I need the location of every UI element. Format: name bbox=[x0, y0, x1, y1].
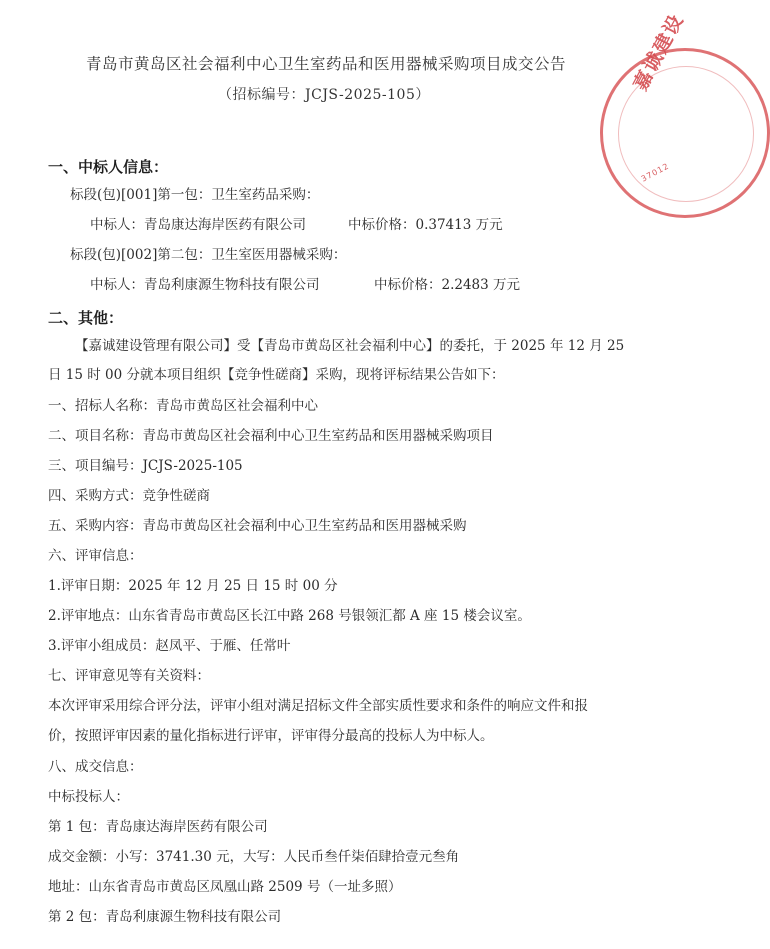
opinion-line-2: 价，按照评审因素的量化指标进行评审，评审得分最高的投标人为中标人。 bbox=[48, 728, 494, 744]
lot2-winner: 中标人：青岛利康源生物科技有限公司 bbox=[90, 277, 320, 293]
item-procurement-method: 四、采购方式：竞争性磋商 bbox=[48, 488, 210, 504]
seal-code: 37012 bbox=[639, 161, 671, 184]
item-procurement-content: 五、采购内容：青岛市黄岛区社会福利中心卫生室药品和医用器械采购 bbox=[48, 518, 467, 534]
item-review-info: 六、评审信息： bbox=[48, 548, 143, 564]
review-members: 3.评审小组成员：赵凤平、于雁、任常叶 bbox=[48, 638, 291, 654]
lot1-winner: 中标人：青岛康达海岸医药有限公司 bbox=[90, 217, 306, 233]
item-deal-info: 八、成交信息： bbox=[48, 759, 143, 775]
lot1-label: 标段(包)[001]第一包：卫生室药品采购： bbox=[70, 187, 320, 203]
seal-text: 嘉诚建设 bbox=[629, 9, 689, 95]
review-place: 2.评审地点：山东省青岛市黄岛区长江中路 268 号银领汇都 A 座 15 楼会议室。 bbox=[48, 608, 531, 624]
review-date: 1.评审日期：2025 年 12 月 25 日 15 时 00 分 bbox=[48, 578, 338, 594]
lot1-price: 中标价格：0.37413 万元 bbox=[348, 217, 503, 233]
package-1-winner: 第 1 包：青岛康达海岸医药有限公司 bbox=[48, 819, 268, 835]
winner-address: 地址：山东省青岛市黄岛区凤凰山路 2509 号（一址多照） bbox=[48, 879, 402, 895]
item-review-opinions: 七、评审意见等有关资料： bbox=[48, 668, 210, 684]
winning-bidders-label: 中标投标人： bbox=[48, 789, 129, 805]
intro-line-2: 日 15 时 00 分就本项目组织【竞争性磋商】采购，现将评标结果公告如下： bbox=[48, 367, 505, 383]
lot2-label: 标段(包)[002]第二包：卫生室医用器械采购： bbox=[70, 247, 347, 263]
item-project-name: 二、项目名称：青岛市黄岛区社会福利中心卫生室药品和医用器械采购项目 bbox=[48, 428, 494, 444]
item-tenderer-name: 一、招标人名称：青岛市黄岛区社会福利中心 bbox=[48, 398, 318, 414]
lot2-price: 中标价格：2.2483 万元 bbox=[374, 277, 521, 293]
package-2-winner: 第 2 包：青岛利康源生物科技有限公司 bbox=[48, 909, 282, 925]
bid-number: （招标编号：JCJS-2025-105） bbox=[218, 87, 430, 103]
document-title: 青岛市黄岛区社会福利中心卫生室药品和医用器械采购项目成交公告 bbox=[86, 55, 567, 73]
item-project-number: 三、项目编号：JCJS-2025-105 bbox=[48, 458, 243, 474]
section-other-heading: 二、其他： bbox=[48, 309, 124, 327]
deal-amount: 成交金额：小写：3741.30 元，大写：人民币叁仟柒佰肆拾壹元叁角 bbox=[48, 849, 460, 865]
opinion-line-1: 本次评审采用综合评分法，评审小组对满足招标文件全部实质性要求和条件的响应文件和报 bbox=[48, 698, 588, 714]
intro-line-1: 【嘉诚建设管理有限公司】受【青岛市黄岛区社会福利中心】的委托，于 2025 年 12 月 25 bbox=[75, 338, 625, 354]
section-winner-info-heading: 一、中标人信息： bbox=[48, 158, 169, 176]
